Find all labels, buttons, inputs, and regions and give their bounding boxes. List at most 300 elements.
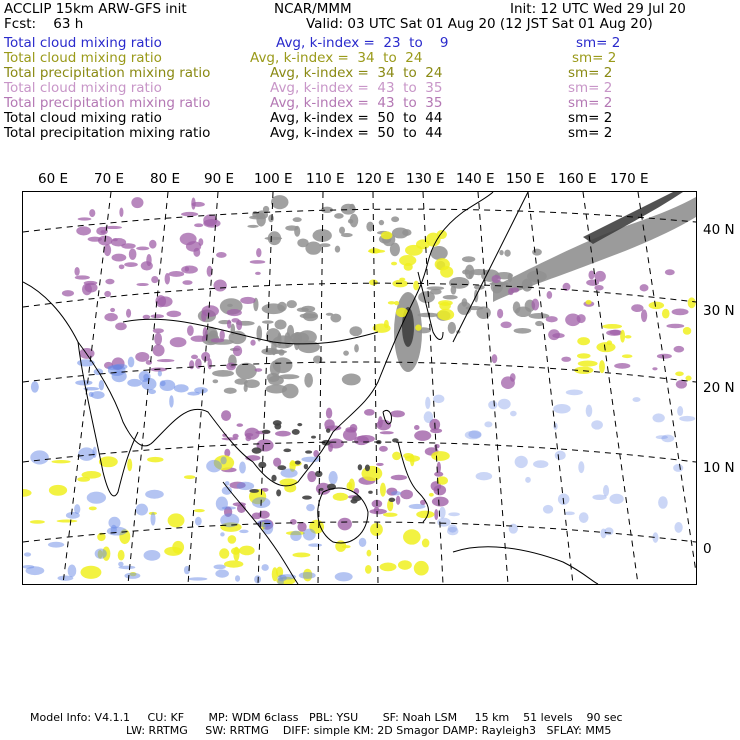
mid-cloud-patch xyxy=(405,245,423,256)
low-cloud-patch xyxy=(89,392,94,397)
low-cloud-patch xyxy=(661,435,674,443)
mid-level-cloud-patch xyxy=(577,314,586,323)
longitude-line-140e xyxy=(478,192,508,584)
upper-cloud-patch xyxy=(227,304,233,307)
mid-level-cloud-patch xyxy=(202,305,219,317)
convective-core xyxy=(297,423,302,426)
mid-level-cloud-patch xyxy=(665,269,675,275)
convective-core xyxy=(326,428,330,432)
low-cloud-patch xyxy=(632,397,640,402)
forecast-hour: Fcst: 63 h xyxy=(4,16,84,32)
upper-cloud-patch xyxy=(273,357,293,373)
convective-core xyxy=(315,471,322,477)
legend-k-index: Avg, k-index = 43 to 35 xyxy=(270,80,443,96)
map-panel xyxy=(22,191,697,585)
legend-smoothing: sm= 2 xyxy=(568,95,613,111)
mid-cloud-patch xyxy=(194,509,205,512)
low-cloud-patch xyxy=(118,562,123,567)
mid-cloud-patch xyxy=(369,279,378,285)
mid-level-cloud-patch xyxy=(62,290,74,296)
legend-k-index: Avg, k-index = 43 to 35 xyxy=(270,95,443,111)
low-cloud-patch xyxy=(578,461,584,473)
upper-cloud-patch xyxy=(443,295,458,300)
mid-cloud-patch xyxy=(335,540,346,552)
mid-cloud-patch xyxy=(369,248,381,253)
convective-core xyxy=(292,429,300,435)
mid-level-cloud-patch xyxy=(180,233,197,245)
mid-level-cloud-patch xyxy=(631,304,643,312)
mid-level-cloud-patch xyxy=(594,285,603,291)
mid-level-cloud-patch xyxy=(674,346,685,353)
mid-level-cloud-patch xyxy=(275,431,291,437)
field-shading xyxy=(23,192,696,584)
convective-core xyxy=(283,449,291,453)
mid-level-cloud-patch xyxy=(185,267,189,272)
low-cloud-patch xyxy=(476,472,493,480)
upper-cloud-patch xyxy=(262,303,285,314)
low-cloud-patch xyxy=(609,494,623,504)
mid-cloud-patch xyxy=(596,342,615,352)
mid-level-cloud-patch xyxy=(155,295,166,307)
mid-cloud-patch xyxy=(239,546,255,556)
mid-cloud-patch xyxy=(578,360,598,366)
upper-cloud-patch xyxy=(262,320,274,323)
low-cloud-patch xyxy=(290,531,301,541)
mid-cloud-patch xyxy=(57,520,78,523)
mid-level-cloud-patch xyxy=(595,271,606,282)
low-cloud-patch xyxy=(603,485,609,496)
mid-cloud-patch xyxy=(89,506,97,510)
upper-cloud-patch xyxy=(499,250,503,255)
mid-level-cloud-patch xyxy=(250,260,266,264)
low-cloud-patch xyxy=(235,575,240,582)
mid-cloud-patch xyxy=(577,337,590,345)
low-cloud-patch xyxy=(95,549,107,559)
upper-cloud-patch xyxy=(354,344,359,352)
mid-cloud-patch xyxy=(683,327,691,335)
mid-cloud-patch xyxy=(391,262,397,266)
mid-level-cloud-patch xyxy=(151,314,164,318)
mid-cloud-patch xyxy=(685,376,691,381)
mid-cloud-patch xyxy=(80,566,101,579)
low-cloud-patch xyxy=(533,460,548,468)
mid-level-cloud-patch xyxy=(376,463,384,466)
mid-cloud-patch xyxy=(365,565,372,574)
legend-smoothing: sm= 2 xyxy=(576,35,621,51)
mid-level-cloud-patch xyxy=(357,435,375,443)
mid-level-cloud-patch xyxy=(166,311,181,317)
jet-cloud-band xyxy=(493,197,696,302)
mid-cloud-patch xyxy=(403,529,421,544)
mid-level-cloud-patch xyxy=(136,247,149,251)
mid-level-cloud-patch xyxy=(149,240,157,249)
low-cloud-patch xyxy=(124,573,140,579)
mid-level-cloud-patch xyxy=(588,270,594,279)
convective-core xyxy=(358,464,362,470)
low-cloud-patch xyxy=(30,450,49,464)
mid-level-cloud-patch xyxy=(119,207,123,217)
mid-cloud-patch xyxy=(118,550,125,561)
mid-cloud-patch xyxy=(272,567,278,581)
upper-cloud-patch xyxy=(293,217,302,222)
mid-level-cloud-patch xyxy=(378,416,383,428)
mid-level-cloud-patch xyxy=(396,496,401,505)
mid-level-cloud-patch xyxy=(255,272,261,275)
mid-level-cloud-patch xyxy=(492,354,498,363)
mid-level-cloud-patch xyxy=(256,248,261,257)
mid-level-cloud-patch xyxy=(609,330,622,335)
mid-level-cloud-patch xyxy=(250,340,255,346)
upper-cloud-patch xyxy=(224,388,237,394)
mid-cloud-patch xyxy=(439,302,451,310)
mid-level-cloud-patch xyxy=(74,267,79,276)
mid-level-cloud-patch xyxy=(672,309,689,316)
mid-level-cloud-patch xyxy=(290,519,297,525)
low-cloud-patch xyxy=(510,411,517,417)
longitude-line-150e xyxy=(528,192,573,584)
mid-level-cloud-patch xyxy=(307,471,316,482)
longitude-label: 100 E xyxy=(254,171,293,187)
mid-level-cloud-patch xyxy=(364,409,375,416)
legend-smoothing: sm= 2 xyxy=(568,110,613,126)
mid-level-cloud-patch xyxy=(208,358,212,369)
upper-cloud-patch xyxy=(342,373,361,385)
mid-level-cloud-patch xyxy=(240,297,256,304)
init-time: Init: 12 UTC Wed 29 Jul 20 xyxy=(510,1,686,17)
low-cloud-patch xyxy=(439,507,446,519)
mid-level-cloud-patch xyxy=(379,446,388,452)
low-cloud-patch xyxy=(329,471,338,484)
mid-cloud-patch xyxy=(292,553,310,558)
low-cloud-patch xyxy=(437,518,450,527)
low-cloud-patch xyxy=(591,420,603,429)
mid-cloud-patch xyxy=(333,493,349,501)
mid-cloud-patch xyxy=(394,301,399,305)
low-cloud-patch xyxy=(301,457,320,463)
low-cloud-patch xyxy=(237,482,255,490)
mid-cloud-patch xyxy=(415,325,421,331)
low-cloud-patch xyxy=(239,461,246,473)
upper-cloud-patch xyxy=(448,322,456,334)
low-cloud-patch xyxy=(677,406,683,416)
mid-cloud-patch xyxy=(383,513,398,517)
low-cloud-patch xyxy=(220,532,224,536)
mid-level-cloud-patch xyxy=(110,308,115,312)
mid-level-cloud-patch xyxy=(255,368,263,372)
low-cloud-patch xyxy=(409,504,426,509)
legend-field-name: Total precipitation mixing ratio xyxy=(4,65,211,81)
upper-cloud-patch xyxy=(349,214,358,228)
mid-level-cloud-patch xyxy=(552,333,564,338)
mid-cloud-patch xyxy=(422,539,430,548)
low-cloud-patch xyxy=(68,565,77,578)
upper-cloud-patch xyxy=(297,238,308,247)
low-cloud-patch xyxy=(498,399,511,410)
mid-level-cloud-patch xyxy=(226,363,236,371)
upper-cloud-patch xyxy=(268,231,281,245)
mid-level-cloud-patch xyxy=(492,275,501,283)
low-cloud-patch xyxy=(391,491,401,495)
upper-cloud-patch xyxy=(391,216,399,222)
low-cloud-patch xyxy=(206,460,222,472)
upper-cloud-patch xyxy=(535,321,543,326)
mid-level-cloud-patch xyxy=(151,276,158,283)
convective-core xyxy=(368,491,373,494)
mid-cloud-patch xyxy=(414,561,429,576)
convective-core xyxy=(295,460,301,464)
mid-cloud-patch xyxy=(224,560,243,567)
mid-cloud-patch xyxy=(219,548,229,558)
upper-cloud-patch xyxy=(343,351,349,356)
mid-level-cloud-patch xyxy=(143,315,150,319)
low-cloud-patch xyxy=(359,538,367,547)
low-cloud-patch xyxy=(604,527,613,535)
latitude-label: 40 N xyxy=(703,222,735,238)
longitude-label: 120 E xyxy=(356,171,395,187)
mid-level-cloud-patch xyxy=(88,237,102,242)
low-cloud-patch xyxy=(239,530,248,534)
low-cloud-patch xyxy=(108,365,126,376)
mid-cloud-patch xyxy=(82,471,102,479)
mid-cloud-patch xyxy=(431,451,450,461)
mid-level-cloud-patch xyxy=(182,280,192,285)
mid-level-cloud-patch xyxy=(641,309,647,322)
legend-smoothing: sm= 2 xyxy=(568,80,613,96)
low-cloud-patch xyxy=(158,371,162,377)
upper-cloud-patch xyxy=(263,206,269,213)
low-cloud-patch xyxy=(215,570,229,578)
mid-level-cloud-patch xyxy=(135,352,149,362)
mid-cloud-patch xyxy=(280,479,298,486)
low-cloud-patch xyxy=(448,524,458,532)
low-cloud-patch xyxy=(484,421,492,427)
mid-level-cloud-patch xyxy=(146,254,151,266)
low-cloud-patch xyxy=(145,490,164,499)
mid-cloud-patch xyxy=(688,297,696,308)
mid-level-cloud-patch xyxy=(194,223,203,227)
mid-level-cloud-patch xyxy=(191,335,208,341)
mid-level-cloud-patch xyxy=(433,485,446,495)
mid-level-cloud-patch xyxy=(119,264,125,269)
low-cloud-patch xyxy=(424,411,433,423)
mid-cloud-patch xyxy=(620,330,625,343)
legend-k-index: Avg, k-index = 50 to 44 xyxy=(270,125,443,141)
mid-level-cloud-patch xyxy=(78,217,92,220)
mid-level-cloud-patch xyxy=(414,425,420,430)
mid-cloud-patch xyxy=(602,324,622,329)
upper-cloud-patch xyxy=(212,370,234,377)
latitude-label: 30 N xyxy=(703,303,735,319)
mid-level-cloud-patch xyxy=(165,273,170,285)
upper-cloud-patch xyxy=(514,328,532,334)
low-cloud-patch xyxy=(586,405,593,417)
mid-cloud-patch xyxy=(662,309,670,319)
upper-cloud-patch xyxy=(304,373,313,388)
mid-level-cloud-patch xyxy=(181,265,198,273)
mid-level-cloud-patch xyxy=(434,472,443,477)
mid-level-cloud-patch xyxy=(131,197,143,208)
mid-cloud-patch xyxy=(380,563,397,572)
mid-cloud-patch xyxy=(622,354,633,358)
mid-level-cloud-patch xyxy=(391,475,407,480)
mid-cloud-patch xyxy=(52,460,71,463)
mid-level-cloud-patch xyxy=(561,357,571,362)
longitude-label: 110 E xyxy=(306,171,345,187)
legend-k-index: Avg, k-index = 34 to 24 xyxy=(270,65,443,81)
convective-core xyxy=(252,447,262,453)
longitude-label: 160 E xyxy=(558,171,597,187)
low-cloud-patch xyxy=(299,572,316,579)
mid-cloud-patch xyxy=(172,541,184,554)
latitude-line-40n xyxy=(23,209,696,232)
low-cloud-patch xyxy=(128,357,135,368)
low-cloud-patch xyxy=(31,381,39,393)
latitude-label: 0 xyxy=(703,541,712,557)
model-info-line2: LW: RRTMG SW: RRTMG DIFF: simple KM: 2D Smagor DAMP: Rayleigh3 SFLAY: MM5 xyxy=(126,724,612,737)
low-cloud-patch xyxy=(150,512,155,525)
low-cloud-patch xyxy=(555,451,566,460)
mid-level-cloud-patch xyxy=(245,436,251,442)
low-cloud-patch xyxy=(78,447,95,461)
mid-level-cloud-patch xyxy=(111,238,126,246)
mid-level-cloud-patch xyxy=(374,507,380,513)
mid-level-cloud-patch xyxy=(112,254,127,262)
upper-cloud-patch xyxy=(341,233,353,237)
mid-level-cloud-patch xyxy=(236,423,243,427)
low-cloud-patch xyxy=(566,389,583,395)
low-cloud-patch xyxy=(74,504,80,514)
upper-cloud-patch xyxy=(451,285,457,294)
japan-coastline xyxy=(453,192,528,342)
longitude-label: 60 E xyxy=(38,171,68,187)
mid-cloud-patch xyxy=(586,300,592,305)
legend-k-index: Avg, k-index = 50 to 44 xyxy=(270,110,443,126)
upper-cloud-patch xyxy=(275,319,287,329)
upper-cloud-patch xyxy=(418,291,435,303)
mid-level-cloud-patch xyxy=(273,458,281,467)
mid-level-cloud-patch xyxy=(104,244,111,256)
mid-cloud-patch xyxy=(380,483,386,497)
run-title: ACCLIP 15km ARW-GFS init xyxy=(4,1,187,17)
low-cloud-patch xyxy=(468,430,481,438)
upper-cloud-patch xyxy=(286,300,296,308)
low-cloud-patch xyxy=(261,564,268,571)
mid-level-cloud-patch xyxy=(84,281,98,285)
mid-level-cloud-patch xyxy=(191,355,198,359)
convective-core xyxy=(262,430,271,434)
low-cloud-patch xyxy=(488,401,497,410)
mid-level-cloud-patch xyxy=(100,230,105,234)
upper-cloud-patch xyxy=(300,313,318,318)
longitude-label: 130 E xyxy=(406,171,445,187)
mid-cloud-patch xyxy=(168,513,185,527)
mid-level-cloud-patch xyxy=(414,430,431,440)
low-cloud-patch xyxy=(543,505,553,514)
upper-cloud-patch xyxy=(213,379,219,383)
mid-cloud-patch xyxy=(361,466,382,481)
convective-core xyxy=(249,489,259,493)
mid-level-cloud-patch xyxy=(497,309,503,319)
longitude-line-170e xyxy=(638,192,696,572)
mid-level-cloud-patch xyxy=(170,337,187,347)
upper-cloud-patch xyxy=(268,215,274,223)
mid-cloud-patch xyxy=(437,309,454,321)
mid-level-cloud-patch xyxy=(211,338,225,342)
upper-cloud-patch xyxy=(529,313,550,319)
legend-field-name: Total cloud mixing ratio xyxy=(4,35,162,51)
convective-core xyxy=(271,475,276,482)
upper-cloud-patch xyxy=(282,384,299,399)
low-cloud-patch xyxy=(433,395,444,404)
low-cloud-patch xyxy=(579,512,589,523)
low-cloud-patch xyxy=(144,550,161,561)
upper-cloud-patch xyxy=(462,270,470,275)
convective-core xyxy=(276,489,281,496)
legend-smoothing: sm= 2 xyxy=(572,50,617,66)
longitude-label: 70 E xyxy=(94,171,124,187)
convective-core xyxy=(389,498,396,502)
low-cloud-patch xyxy=(592,494,606,500)
mid-cloud-patch xyxy=(184,475,195,479)
longitude-label: 80 E xyxy=(150,171,180,187)
mid-cloud-patch xyxy=(577,353,591,358)
upper-cloud-patch xyxy=(297,308,309,313)
philippines-coastline xyxy=(398,442,428,522)
mid-cloud-patch xyxy=(23,489,32,497)
upper-cloud-patch xyxy=(334,213,344,219)
mid-level-cloud-patch xyxy=(136,283,148,286)
convective-core xyxy=(305,450,312,453)
legend-field-name: Total precipitation mixing ratio xyxy=(4,95,211,111)
mid-cloud-patch xyxy=(399,255,416,266)
mid-level-cloud-patch xyxy=(203,219,220,228)
upper-cloud-patch xyxy=(515,307,531,317)
legend-field-name: Total precipitation mixing ratio xyxy=(4,125,211,141)
longitude-label: 90 E xyxy=(204,171,234,187)
mid-cloud-patch xyxy=(388,301,395,304)
low-cloud-patch xyxy=(48,542,64,548)
upper-cloud-patch xyxy=(462,256,475,262)
low-cloud-patch xyxy=(448,512,460,516)
low-cloud-patch xyxy=(174,384,189,392)
mid-level-cloud-patch xyxy=(652,367,657,370)
mid-cloud-patch xyxy=(30,520,45,524)
low-cloud-patch xyxy=(169,395,174,407)
upper-cloud-patch xyxy=(319,243,330,247)
mid-level-cloud-patch xyxy=(189,360,194,369)
mid-level-cloud-patch xyxy=(233,345,242,356)
longitude-label: 170 E xyxy=(610,171,649,187)
mid-level-cloud-patch xyxy=(153,344,165,356)
upper-cloud-patch xyxy=(427,286,445,290)
low-cloud-patch xyxy=(77,359,95,366)
upper-cloud-patch xyxy=(476,306,490,319)
mid-level-cloud-patch xyxy=(324,419,335,430)
low-cloud-patch xyxy=(509,524,518,534)
mid-cloud-patch xyxy=(384,320,389,329)
legend-k-index: Avg, k-index = 23 to 9 xyxy=(276,35,449,51)
low-cloud-patch xyxy=(673,464,683,472)
low-cloud-patch xyxy=(187,392,200,396)
mid-level-cloud-patch xyxy=(640,284,649,291)
mid-level-cloud-patch xyxy=(214,279,227,291)
longitude-label: 140 E xyxy=(456,171,495,187)
upper-cloud-patch xyxy=(504,250,510,257)
low-cloud-patch xyxy=(195,517,202,526)
center-title: NCAR/MMM xyxy=(274,1,352,17)
upper-cloud-patch xyxy=(265,350,287,354)
mid-cloud-patch xyxy=(231,548,240,555)
